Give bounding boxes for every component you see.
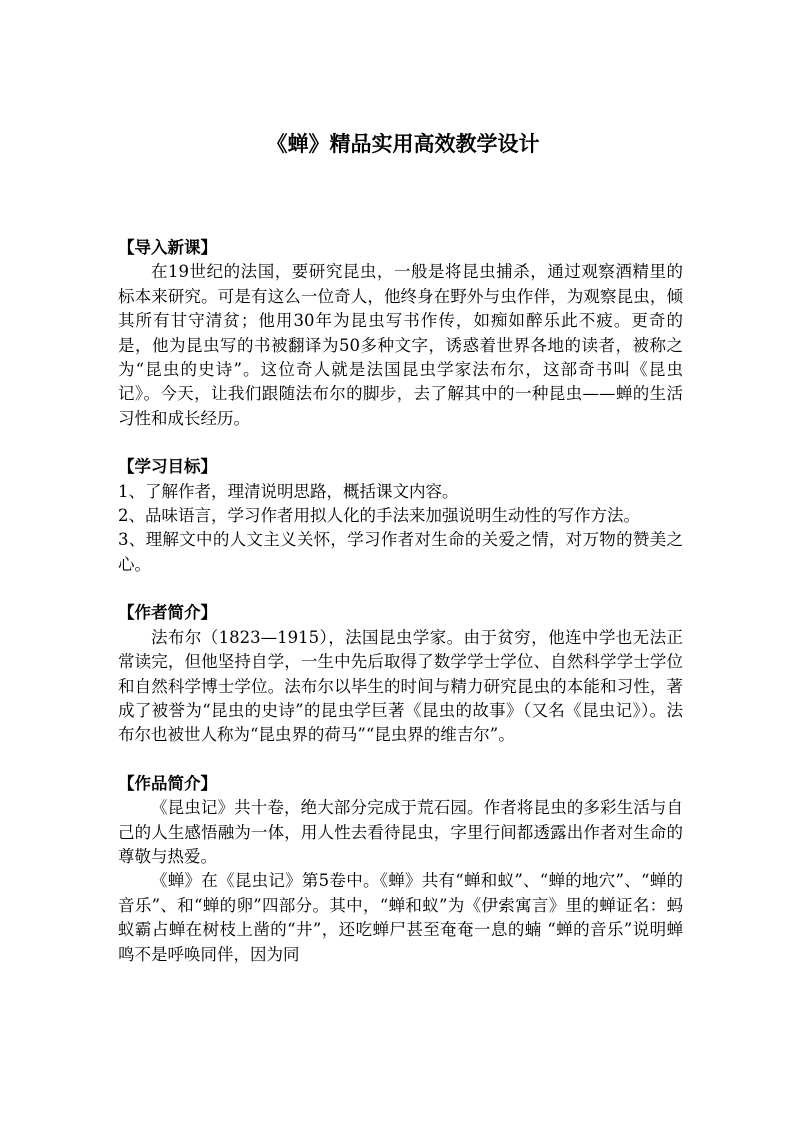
section-author — [118, 601, 683, 747]
section-heading-author: 【作者简介】 — [118, 603, 217, 623]
section-heading-goals: 【学习目标】 — [118, 457, 217, 477]
work-paragraph: 《蝉》在《昆虫记》第5卷中。《蝉》共有“蝉和蚁”、“蝉的地穴”、“蝉的音乐”、和“蝉的卵”四部分。其中，“蝉和蚁”为《伊索寓言》里的蝉证名：蚂蚁霸占蝉在树枝上凿的“井”，还吃蝉尸甚至奄奄一息的蝻 “蝉的音乐”说明蝉鸣不是呼唤同伴，因为同 — [118, 871, 683, 964]
work-paragraph: 《昆虫记》共十卷，绝大部分完成于荒石园。作者将昆虫的多彩生活与自己的人生感悟融为一体，用人性去看待昆虫，字里行间都透露出作者对生命的尊敬与热爱。 — [118, 798, 683, 866]
document-title: 《蝉》精品实用高效教学设计 — [266, 131, 540, 156]
section-work — [118, 772, 683, 967]
section-heading-intro: 【导入新课】 — [118, 238, 217, 257]
intro-paragraph: 在19世纪的法国，要研究昆虫，一般是将昆虫捕杀，通过观察酒精里的标本来研究。可是有这么一位奇人，他终身在野外与虫作伴，为观察昆虫，倾其所有甘守清贫；他用30年为昆虫写书作传，如痴如醉乐此不疲。更奇的是，他为昆虫写的书被翻译为50多种文字，诱惑着世界各地的读者，被称之为“昆虫的史诗”。这位奇人就是法国昆虫学家法布尔，这部奇书叫《昆虫记》。今天，让我们跟随法布尔的脚步，去了解其中的一种昆虫——蝉的生活习性和成长经历。 — [118, 262, 683, 428]
goal-item: 2、品味语言，学习作者用拟人化的手法来加强说明生动性的写作方法。 — [118, 506, 640, 526]
section-heading-work: 【作品简介】 — [118, 773, 217, 793]
author-paragraph: 法布尔（1823—1915），法国昆虫学家。由于贫穷，他连中学也无法正常读完，但他坚持自学，一生中先后取得了数学学士学位、自然科学学士学位和自然科学博士学位。法布尔以毕生的时间与精力研究昆虫的本能和习性，著成了被誉为“昆虫的史诗”的昆虫学巨著《昆虫的故事》（又名《昆虫记》）。法布尔也被世人称为“昆虫界的荷马”“昆虫界的维吉尔”。 — [118, 627, 683, 745]
goal-item: 3、理解文中的人文主义关怀，学习作者对生命的关爱之情，对万物的赞美之心。 — [118, 530, 683, 574]
section-intro — [118, 236, 683, 431]
section-goals — [118, 455, 683, 577]
document-body — [118, 236, 683, 967]
goal-item: 1、了解作者，理清说明思路，概括课文内容。 — [118, 481, 459, 501]
